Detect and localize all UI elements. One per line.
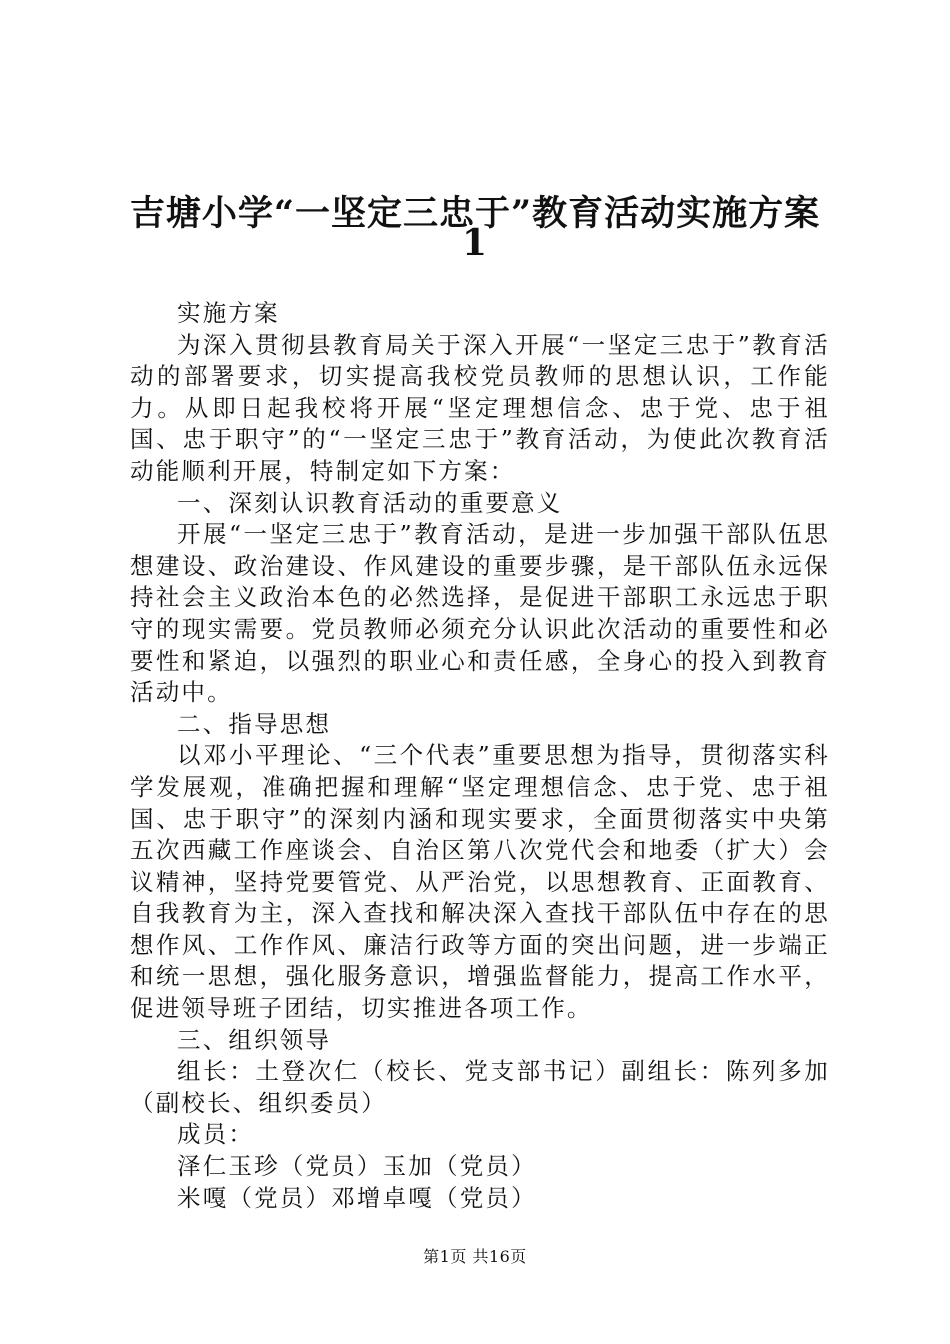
leadership-leaders: 组长：土登次仁（校长、党支部书记）副组长：陈列多加（副校长、组织委员） bbox=[130, 1057, 830, 1117]
guiding-thought-paragraph: 以邓小平理论、“三个代表”重要思想为指导，贯彻落实科学发展观，准确把握和理解“坚定理想信念、忠于党、忠于祖国、忠于职守”的深刻内涵和现实要求，全面贯彻落实中央第五次西藏工作座谈会、自治区第八次党代会和地委（扩大）会议精神，坚持党要管党、从严治党，以思想教育、正面教育、自我教育为主，深入查找和解决深入查找干部队伍中存在的思想作风、工作作风、廉洁行政等方面的突出问题，进一步端正和统一思想，强化服务意识，增强监督能力，提高工作水平，促进领导班子团结，切实推进各项工作。 bbox=[130, 741, 830, 1023]
section-heading-leadership: 三、组织领导 bbox=[177, 1025, 332, 1054]
members-label: 成员： bbox=[177, 1120, 255, 1149]
document-title: 吉塘小学“一坚定三忠于”教育活动实施方案 bbox=[129, 193, 821, 234]
members-line-1: 泽仁玉珍（党员）玉加（党员） bbox=[177, 1152, 537, 1181]
intro-paragraph: 为深入贯彻县教育局关于深入开展“一坚定三忠于”教育活动的部署要求，切实提高我校党员教师的思想认识，工作能力。从即日起我校将开展“坚定理想信念、忠于党、忠于祖国、忠于职守”的“一坚定三忠于”教育活动，为使此次教育活动能顺利开展，特制定如下方案： bbox=[130, 330, 830, 485]
document-body bbox=[130, 298, 830, 1214]
document-title-suffix: 1 bbox=[461, 222, 489, 264]
section-heading-guiding-thought: 二、指导思想 bbox=[177, 709, 332, 738]
section-heading-significance: 一、深刻认识教育活动的重要意义 bbox=[177, 488, 563, 517]
subtitle-implementation-plan: 实施方案 bbox=[177, 299, 280, 327]
members-line-2: 米嘎（党员）邓增卓嘎（党员） bbox=[177, 1183, 537, 1212]
significance-paragraph: 开展“一坚定三忠于”教育活动，是进一步加强干部队伍思想建设、政治建设、作风建设的重要步骤，是干部队伍永远保持社会主义政治本色的必然选择，是促进干部职工永远忠于职守的现实需要。党员教师必须充分认识此次活动的重要性和必要性和紧迫，以强烈的职业心和责任感，全身心的投入到教育活动中。 bbox=[130, 520, 830, 707]
page-number-footer: 第1页 共16页 bbox=[423, 1247, 527, 1266]
